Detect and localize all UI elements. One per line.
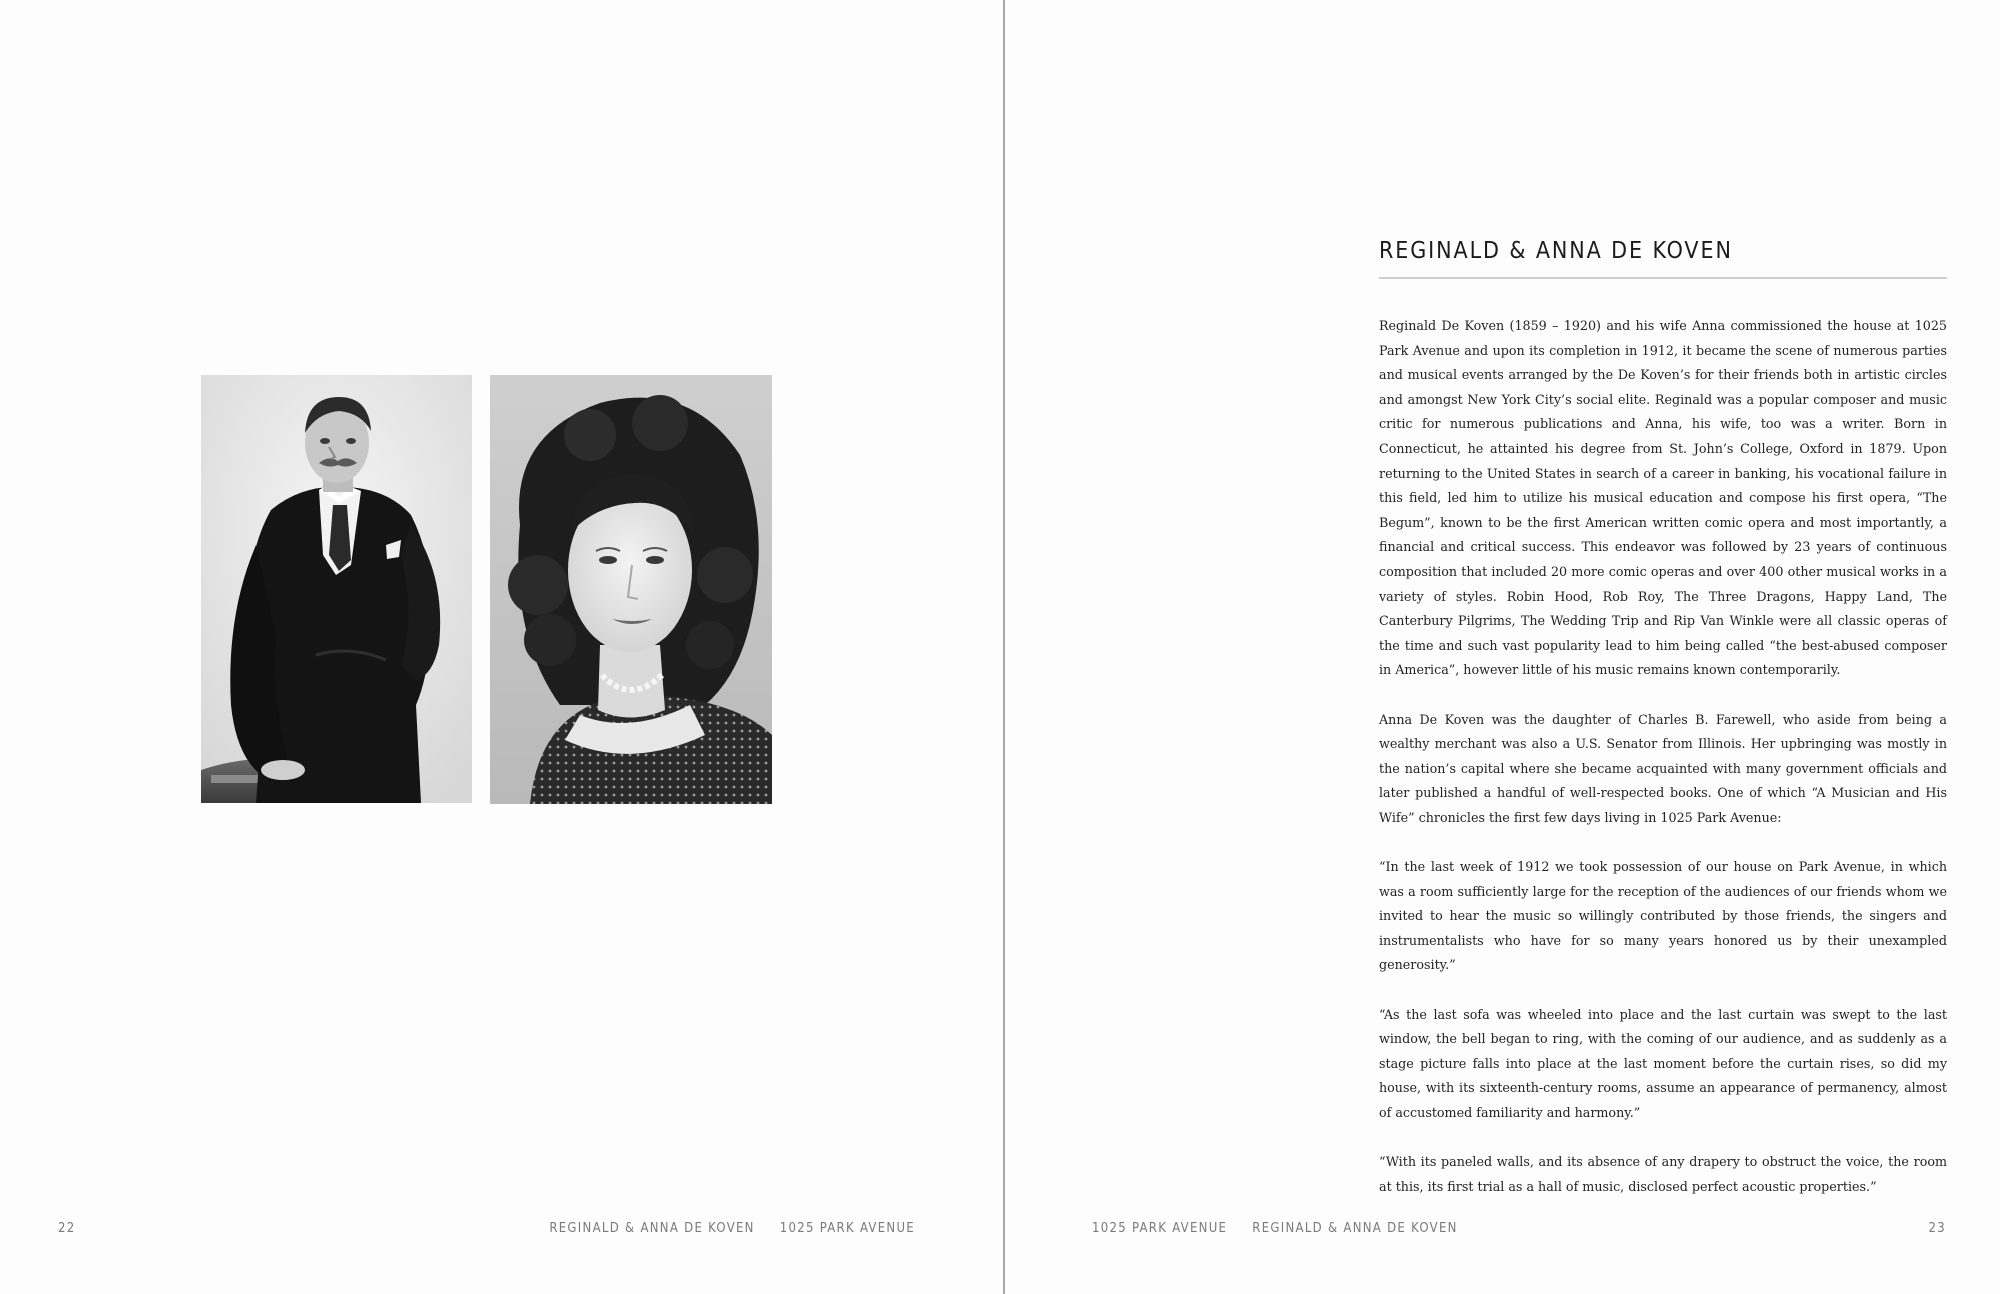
body-text [1379, 314, 1947, 1224]
quote-paragraph: “As the last sofa was wheeled into place and the last curtain was swept to the last window, the bell began to ring, with the coming of our audience, and as suddenly as a stage picture falls into place at the last moment before the curtain rises, so did my house, with its sixteenth-century rooms, assume an appearance of permanency, almost of accustomed familiarity and harmony.” [1379, 1006, 1947, 1120]
paragraph: Reginald De Koven (1859 – 1920) and his wife Anna commissioned the house at 1025 Park Avenue and upon its completion in 1912, it became the scene of numerous parties and musical events arranged by the De Koven’s for their friends both in artistic circles and amongst New York City’s social elite. Reginald was a popular composer and music critic for numerous publications and Anna, his wife, too was a writer. Born in Connecticut, he attainted his degree from St. John’s College, Oxford in 1879. Upon returning to the United States in search of a career in banking, his vocational failure in this field, led him to utilize his musical education and compose his first opera, “The Begum”, known to be the first American written comic opera and most importantly, a financial and critical success. This endeavor was followed by 23 years of continuous composition that included 20 more comic operas and over 400 other musical works in a variety of styles. Robin Hood, Rob Roy, The Three Dragons, Happy Land, The Canterbury Pilgrims, The Wedding Trip and Rip Van Winkle were all classic operas of the time and such vast popularity lead to him being called “the best-abused composer in America”, however little of his music remains known contemporarily. [1379, 318, 1947, 678]
quote-paragraph: “With its paneled walls, and its absence of any drapery to obstruct the voice, the room at this, its first trial as a hall of music, disclosed perfect acoustic properties.” [1379, 1154, 1947, 1194]
portrait-photo-reginald [201, 375, 472, 803]
heading-divider [1379, 277, 1947, 279]
running-title-right: 1025 PARK AVENUE [1092, 1221, 1228, 1236]
paragraph: Anna De Koven was the daughter of Charles B. Farewell, who aside from being a wealthy merchant was also a U.S. Senator from Illinois. Her upbringing was mostly in the nation’s capital where she became acquainted with many government officials and later published a handful of well-respected books. One of which “A Musician and His Wife” chronicles the first few days living in 1025 Park Avenue: [1379, 711, 1947, 825]
portrait-photo-anna [490, 375, 772, 804]
running-footer-right [1092, 1221, 1458, 1236]
page-number-left: 22 [58, 1221, 76, 1236]
portrait-photo-icon [201, 375, 472, 803]
chapter-heading: REGINALD & ANNA DE KOVEN [1379, 238, 1733, 264]
portrait-photo-icon [490, 375, 772, 804]
running-section-right: REGINALD & ANNA DE KOVEN [1252, 1221, 1458, 1236]
quote-paragraph: “In the last week of 1912 we took possession of our house on Park Avenue, in which was a room sufficiently large for the reception of the audiences of our friends whom we invited to hear the music so willingly contributed by those friends, the singers and instrumentalists who have for so many years honored us by their unexampled generosity.” [1379, 859, 1947, 973]
running-footer-left [549, 1221, 915, 1236]
running-section-left: REGINALD & ANNA DE KOVEN [549, 1221, 755, 1236]
page-number-right: 23 [1928, 1221, 1946, 1236]
running-title-left: 1025 PARK AVENUE [779, 1221, 915, 1236]
right-page [1005, 0, 2000, 1294]
